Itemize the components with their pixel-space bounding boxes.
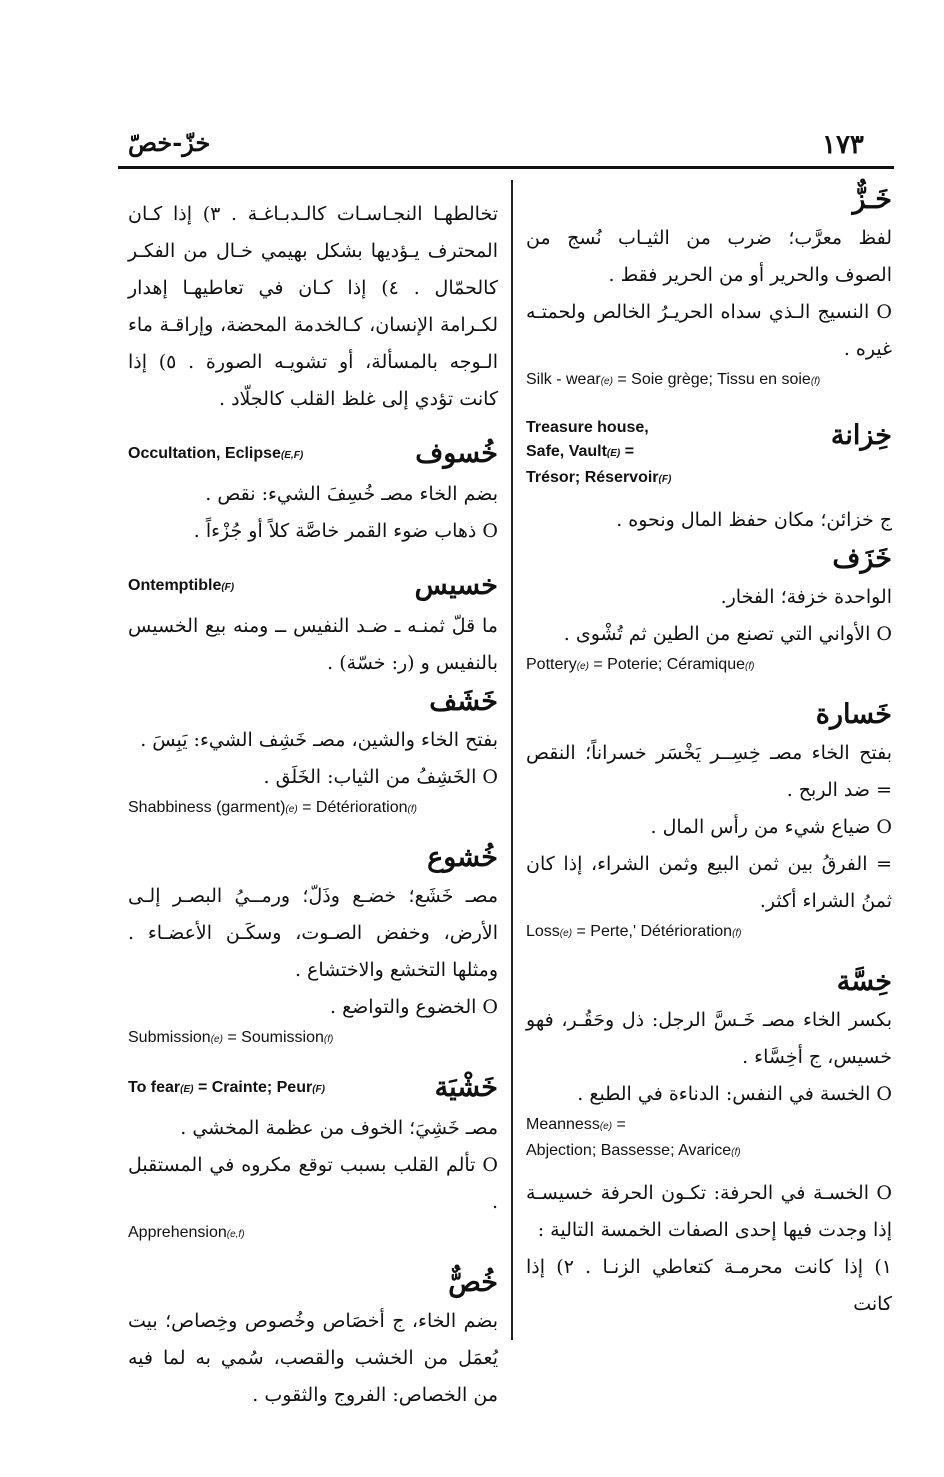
definition: = الفرقُ بين ثمن البيع وثمن الشراء، إذا كان ثمنُ الشراء أكثر. xyxy=(526,853,892,912)
translation: To fear(E) = Crainte; Peur(F) xyxy=(128,1079,325,1096)
translation: Meanness(e) = xyxy=(526,1116,626,1133)
entry-khazaf xyxy=(526,539,892,679)
definition: بفتح الخاء والشين، مصـ خَشِف الشيء: يَبِسَ . xyxy=(140,729,498,751)
entry-khushu xyxy=(128,838,498,1052)
right-column xyxy=(526,180,892,1323)
entry-khizana xyxy=(526,416,892,539)
entry-khazz xyxy=(526,180,892,394)
headword: خِزانة xyxy=(830,420,892,451)
definition: O الخسة في النفس: الدناءة في الطبع . xyxy=(577,1083,892,1105)
translation: Loss(e) = Perte,' Détérioration(f) xyxy=(526,923,742,940)
translation: Shabbiness (garment)(e) = Détérioration(f) xyxy=(128,799,417,816)
headword: خسيس xyxy=(414,570,498,601)
entry-khasara xyxy=(526,695,892,946)
definition: بضم الخاء، ج أخصَاص وخُصوص وخِصاص؛ بيت يُعمَل من الخشب والقصب، سُمي به لما فيه من الخصاص: الفروج والثقوب . xyxy=(128,1310,498,1406)
translation: Trésor; Réservoir(F) xyxy=(526,469,672,486)
entry-khusuf xyxy=(128,434,498,550)
translation: Ontemptible(F) xyxy=(128,577,235,594)
definition: O الخضوع والتواضع . xyxy=(329,996,498,1018)
translation: Silk - wear(e) = Soie grège; Tissu en soie(f) xyxy=(526,371,821,388)
headword: خُصٌّ xyxy=(448,1267,498,1298)
definition: O ضياع شيء من رأس المال . xyxy=(650,816,892,838)
definition: ما قلّ ثمنـه ـ ضـد النفيس ــ ومنه بيع الخسيس بالنفيس و (ر: خسّة) . xyxy=(128,615,498,674)
definition: بضم الخاء مصـ خُسِفَ الشيء: نقص . xyxy=(205,483,498,505)
entry-range: خزّ-خصّ xyxy=(128,128,211,157)
definition: بكسر الخاء مصـ خَـسَّ الرجل: ذل وحَقُـر، فهو خسيس، ج أخِسَّاء . xyxy=(526,1009,892,1068)
definition: O النسيج الـذي سداه الحريـرُ الخالص ولحمتـه غيره . xyxy=(526,301,892,360)
definition: O ذهاب ضوء القمر خاصَّة كلاً أو جُزْءاً . xyxy=(193,520,498,542)
headword: خَسارة xyxy=(815,699,892,730)
entry-khissa xyxy=(526,962,892,1323)
entry-khashya xyxy=(128,1068,498,1247)
translation: Apprehension(e,f) xyxy=(128,1224,245,1241)
translation: Occultation, Eclipse(E,F) xyxy=(128,445,304,462)
headword: خَـزٌّ xyxy=(852,184,892,215)
headword: خَشَف xyxy=(429,686,498,717)
page-number: ١٧٣ xyxy=(822,130,864,160)
column-divider xyxy=(511,180,513,1340)
definition: الواحدة خزفة؛ الفخار. xyxy=(720,586,892,608)
translation: Pottery(e) = Poterie; Céramique(f) xyxy=(526,656,755,673)
translation: Treasure house, xyxy=(526,419,649,436)
header-rule xyxy=(118,166,894,169)
definition: لفظ معرَّب؛ ضرب من الثيـاب نُسج من الصوف والحرير أو من الحرير فقط . xyxy=(526,227,892,286)
headword: خِسَّة xyxy=(836,966,892,997)
headword: خَزَف xyxy=(832,543,892,574)
definition: O الخَشِفُ من الثياب: الخَلَق . xyxy=(263,766,498,788)
entry-khashaf xyxy=(128,682,498,822)
entry-khuss xyxy=(128,1263,498,1414)
continuation-text: تخالطهـا النجـاسـات كالـدبـاغـة . ٣) إذا كـان المحترف يـؤديها بشكل بهيمي خـال من الفكـر كالحمّال . ٤) إذا كـان في تعاطيهـا إهدار لكـرامة الإنسان، كـالخدمة المحضة، وإراقـة ماء الـوجه بالمسألة، أو تشويـه الصورة . ٥) إذا كانت تؤدي إلى غلظ القلب كالجلّاد . xyxy=(128,203,499,410)
definition: O الخسـة في الحرفة: تكـون الحرفة خسيسـة إذا وجدت فيها إحدى الصفات الخمسة التالية : xyxy=(526,1182,892,1241)
translation: Safe, Vault(E) = xyxy=(526,443,635,460)
definition: O الأواني التي تصنع من الطين ثم تُشْوى . xyxy=(563,623,892,645)
translation: Abjection; Bassesse; Avarice(f) xyxy=(526,1142,741,1159)
definition: O تألم القلب بسبب توقع مكروه في المستقبل . xyxy=(128,1154,498,1213)
definition: مصـ خَشِيَ؛ الخوف من عظمة المخشي . xyxy=(180,1117,498,1139)
left-column xyxy=(128,180,498,1414)
headword: خُشوع xyxy=(427,842,498,873)
headword: خُسوف xyxy=(415,438,498,469)
entry-khasis xyxy=(128,566,498,682)
translation: Submission(e) = Soumission(f) xyxy=(128,1029,334,1046)
definition: ج خزائن؛ مكان حفظ المال ونحوه . xyxy=(616,509,892,531)
definition: بفتح الخاء مصـ خِسِــر يَخْسَر خسراناً؛ النقص = ضد الربح . xyxy=(526,742,892,801)
definition: مصـ خَشَع؛ خضـع وذَلّ؛ ورمــيُ البصـر إلـى الأرض، وخفض الصـوت، وسكَـن الأعضـاء . ومثلها التخشع والاختشاع . xyxy=(128,885,498,981)
definition: ١) إذا كانت محرمـة كتعاطي الزنـا . ٢) إذا كانت xyxy=(526,1256,892,1315)
headword: خَشْيَة xyxy=(434,1072,498,1103)
